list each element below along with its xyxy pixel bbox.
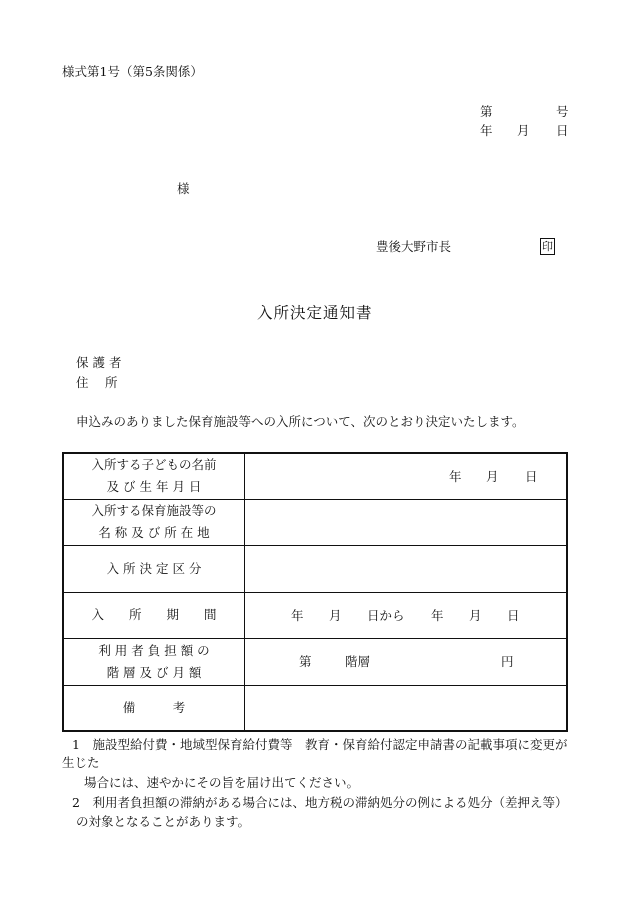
doc-no-suffix: 号 [556,104,569,119]
fee-yen: 円 [501,653,514,669]
intro-text: 申込みのありました保育施設等への入所について、次のとおり決定いたします。 [76,414,525,429]
period-from-month: 月 [329,607,342,623]
value-facility [245,499,568,545]
issue-date-day: 日 [556,123,569,138]
guardian-label: 保 護 者 [76,355,122,370]
label-fee-line1: 利 用 者 負 担 額 の [98,642,210,658]
addressee-honorific: 様 [177,181,190,196]
birth-day: 日 [525,469,538,484]
label-facility [63,499,245,545]
period-to-day: 日 [507,607,520,623]
label-child-name-line2: 及 び 生 年 月 日 [106,479,202,495]
period-from-year: 年 [291,607,304,623]
label-child-name [63,453,245,499]
birth-year: 年 [449,469,462,484]
note-1-line3: 場合には、速やかにその旨を届け出てください。 [84,775,360,790]
document-title: 入所決定通知書 [257,304,373,322]
form-number: 様式第1号（第5条関係） [62,64,203,79]
period-to-year: 年 [431,607,444,623]
doc-no-prefix: 第 [480,104,493,119]
label-child-name-line1: 入所する子どもの名前 [91,457,217,473]
period-from-day: 日から [367,607,405,623]
label-remarks: 備 考 [63,685,245,731]
value-child-name [245,453,568,499]
label-facility-line2: 名 称 及 び 所 在 地 [98,525,210,540]
row-decision-type [63,545,567,592]
label-facility-line1: 入所する保育施設等の [91,503,217,518]
note-1-line2: 生じた [62,755,100,770]
row-remarks [63,685,567,731]
birth-month: 月 [486,469,499,484]
note-2-line1: 2 利用者負担額の滞納がある場合には、地方税の滞納処分の例による処分（差押え等） [72,795,568,810]
issue-date-month: 月 [517,123,530,138]
note-2-line2: の対象となることがあります。 [76,814,251,829]
row-fee [63,638,567,685]
label-fee-line2: 階 層 及 び 月 額 [106,664,202,680]
row-facility [63,499,567,545]
note-1-line1: 1 施設型給付費・地域型保育給付費等 教育・保育給付認定申請書の記載事項に変更が [72,737,568,752]
guardian-address-label: 住 所 [76,375,118,390]
issue-date-year: 年 [480,123,493,138]
seal-stamp: 印 [542,240,553,253]
period-to-month: 月 [469,607,482,623]
fee-tier-prefix: 第 [299,653,312,669]
value-remarks [245,685,568,731]
fee-tier-suffix: 階層 [345,653,371,669]
label-decision-type: 入 所 決 定 区 分 [63,545,245,592]
row-child-name [63,453,567,499]
row-period [63,592,567,638]
label-fee [63,638,245,685]
value-decision-type [245,545,568,592]
issuer-name: 豊後大野市長 [376,239,452,254]
admission-table [62,452,568,732]
value-fee [245,638,568,685]
label-period: 入 所 期 間 [63,592,245,638]
value-period [245,592,568,638]
